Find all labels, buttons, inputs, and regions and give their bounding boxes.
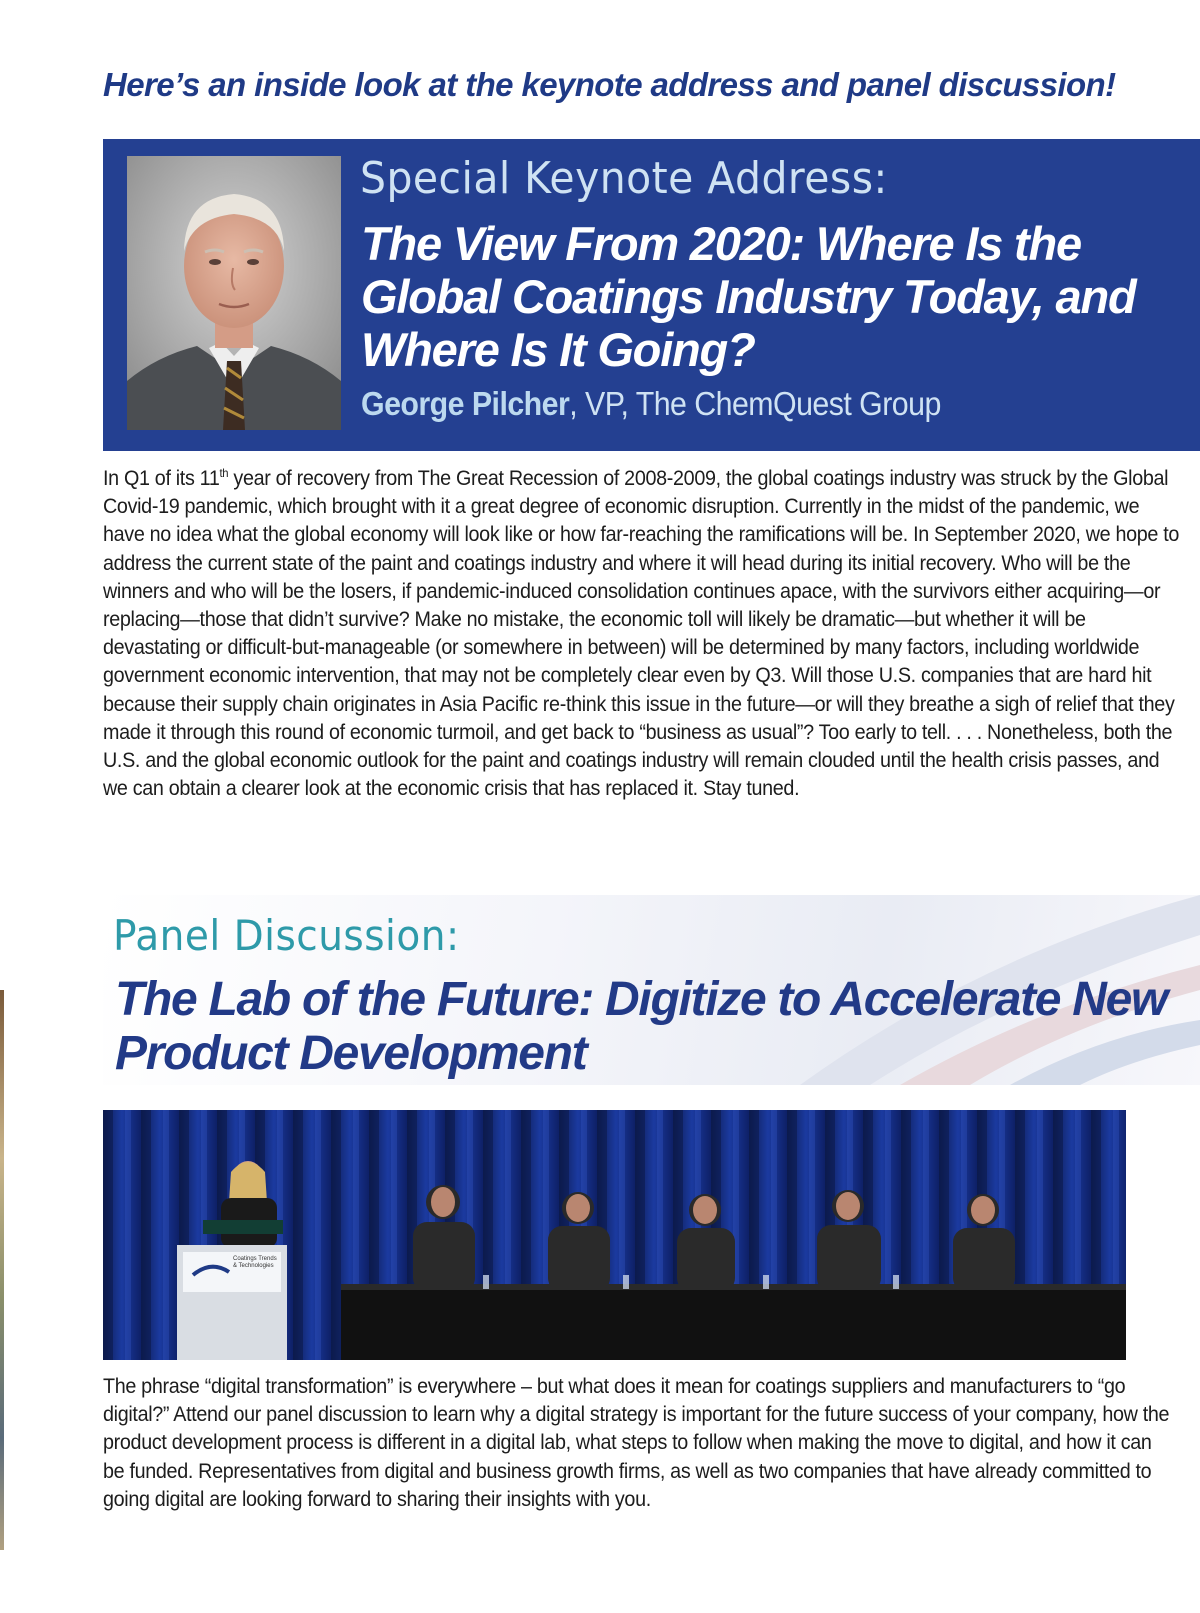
ordinal-suffix: th: [219, 466, 229, 480]
speaker-portrait: [127, 156, 341, 430]
podium-sign-line-2: & Technologies: [233, 1263, 274, 1269]
keynote-speaker: [361, 385, 941, 423]
keynote-title: The View From 2020: Where Is the Global Coatings Industry Today, and Where Is It Going?: [361, 217, 1136, 376]
keynote-description: [103, 465, 1179, 803]
podium-sign-line-1: Coatings Trends: [233, 1256, 277, 1262]
keynote-description-start: In Q1 of its 11: [103, 467, 220, 490]
speaker-name: George Pilcher: [361, 385, 570, 422]
panel-photo: [103, 1110, 1126, 1360]
podium-sign: [233, 1256, 277, 1270]
panel-header: [103, 895, 1200, 1085]
panel-title: The Lab of the Future: Digitize to Accelerate New Product Development: [115, 973, 1167, 1080]
page-headline: Here’s an inside look at the keynote address and panel discussion!: [103, 66, 1116, 103]
panel-label: Panel Discussion:: [113, 911, 460, 960]
speaker-role: , VP, The ChemQuest Group: [569, 385, 941, 422]
keynote-description-rest: year of recovery from The Great Recession of 2008-2009, the global coatings industry was struck by the Global Covid-19 pandemic, which brought with it a great degree of economic disruption. Currently in the midst of the pandemic, we have no idea what the global economy will look like or how far-reaching the ramifications will be. In September 2020, we hope to address the current state of the paint and coatings industry and where it will head during its initial recovery. Who will be the winners and who will be the losers, if pandemic-induced consolidation continues apace, with the survivors either acquiring—or replacing—those that didn’t survive? Make no mistake, the economic toll will likely be dramatic—but whether it will be devastating or difficult-but-manageable (or somewhere in between) will be determined by many factors, including worldwide government economic intervention, that may not be completely clear even by Q3. Will those U.S. companies that are hard hit because their supply chain originates in Asia Pacific re-think this issue in the future—or will they breathe a sigh of relief that they made it through this round of economic turmoil, and get back to “business as usual”? Too early to tell. . . . Nonetheless, both the U.S. and the global economic outlook for the paint and coatings industry will remain clouded until the health crisis passes, and we can obtain a clearer look at the economic crisis that has replaced it. Stay tuned.: [103, 467, 1180, 801]
panel-description: The phrase “digital transformation” is everywhere – but what does it mean for coatings suppliers and manufacturers to “go digital?” Attend our panel discussion to learn why a digital strategy is important for the future success of your company, how the product development process is different in a digital lab, what steps to follow when making the move to digital, and how it can be funded. Representatives from digital and business growth firms, as well as two companies that have already committed to going digital are looking forward to sharing their insights with you.: [103, 1375, 1170, 1511]
page-edge-strip: [0, 990, 4, 1550]
keynote-label: Special Keynote Address:: [360, 153, 888, 204]
keynote-banner: [103, 139, 1200, 451]
